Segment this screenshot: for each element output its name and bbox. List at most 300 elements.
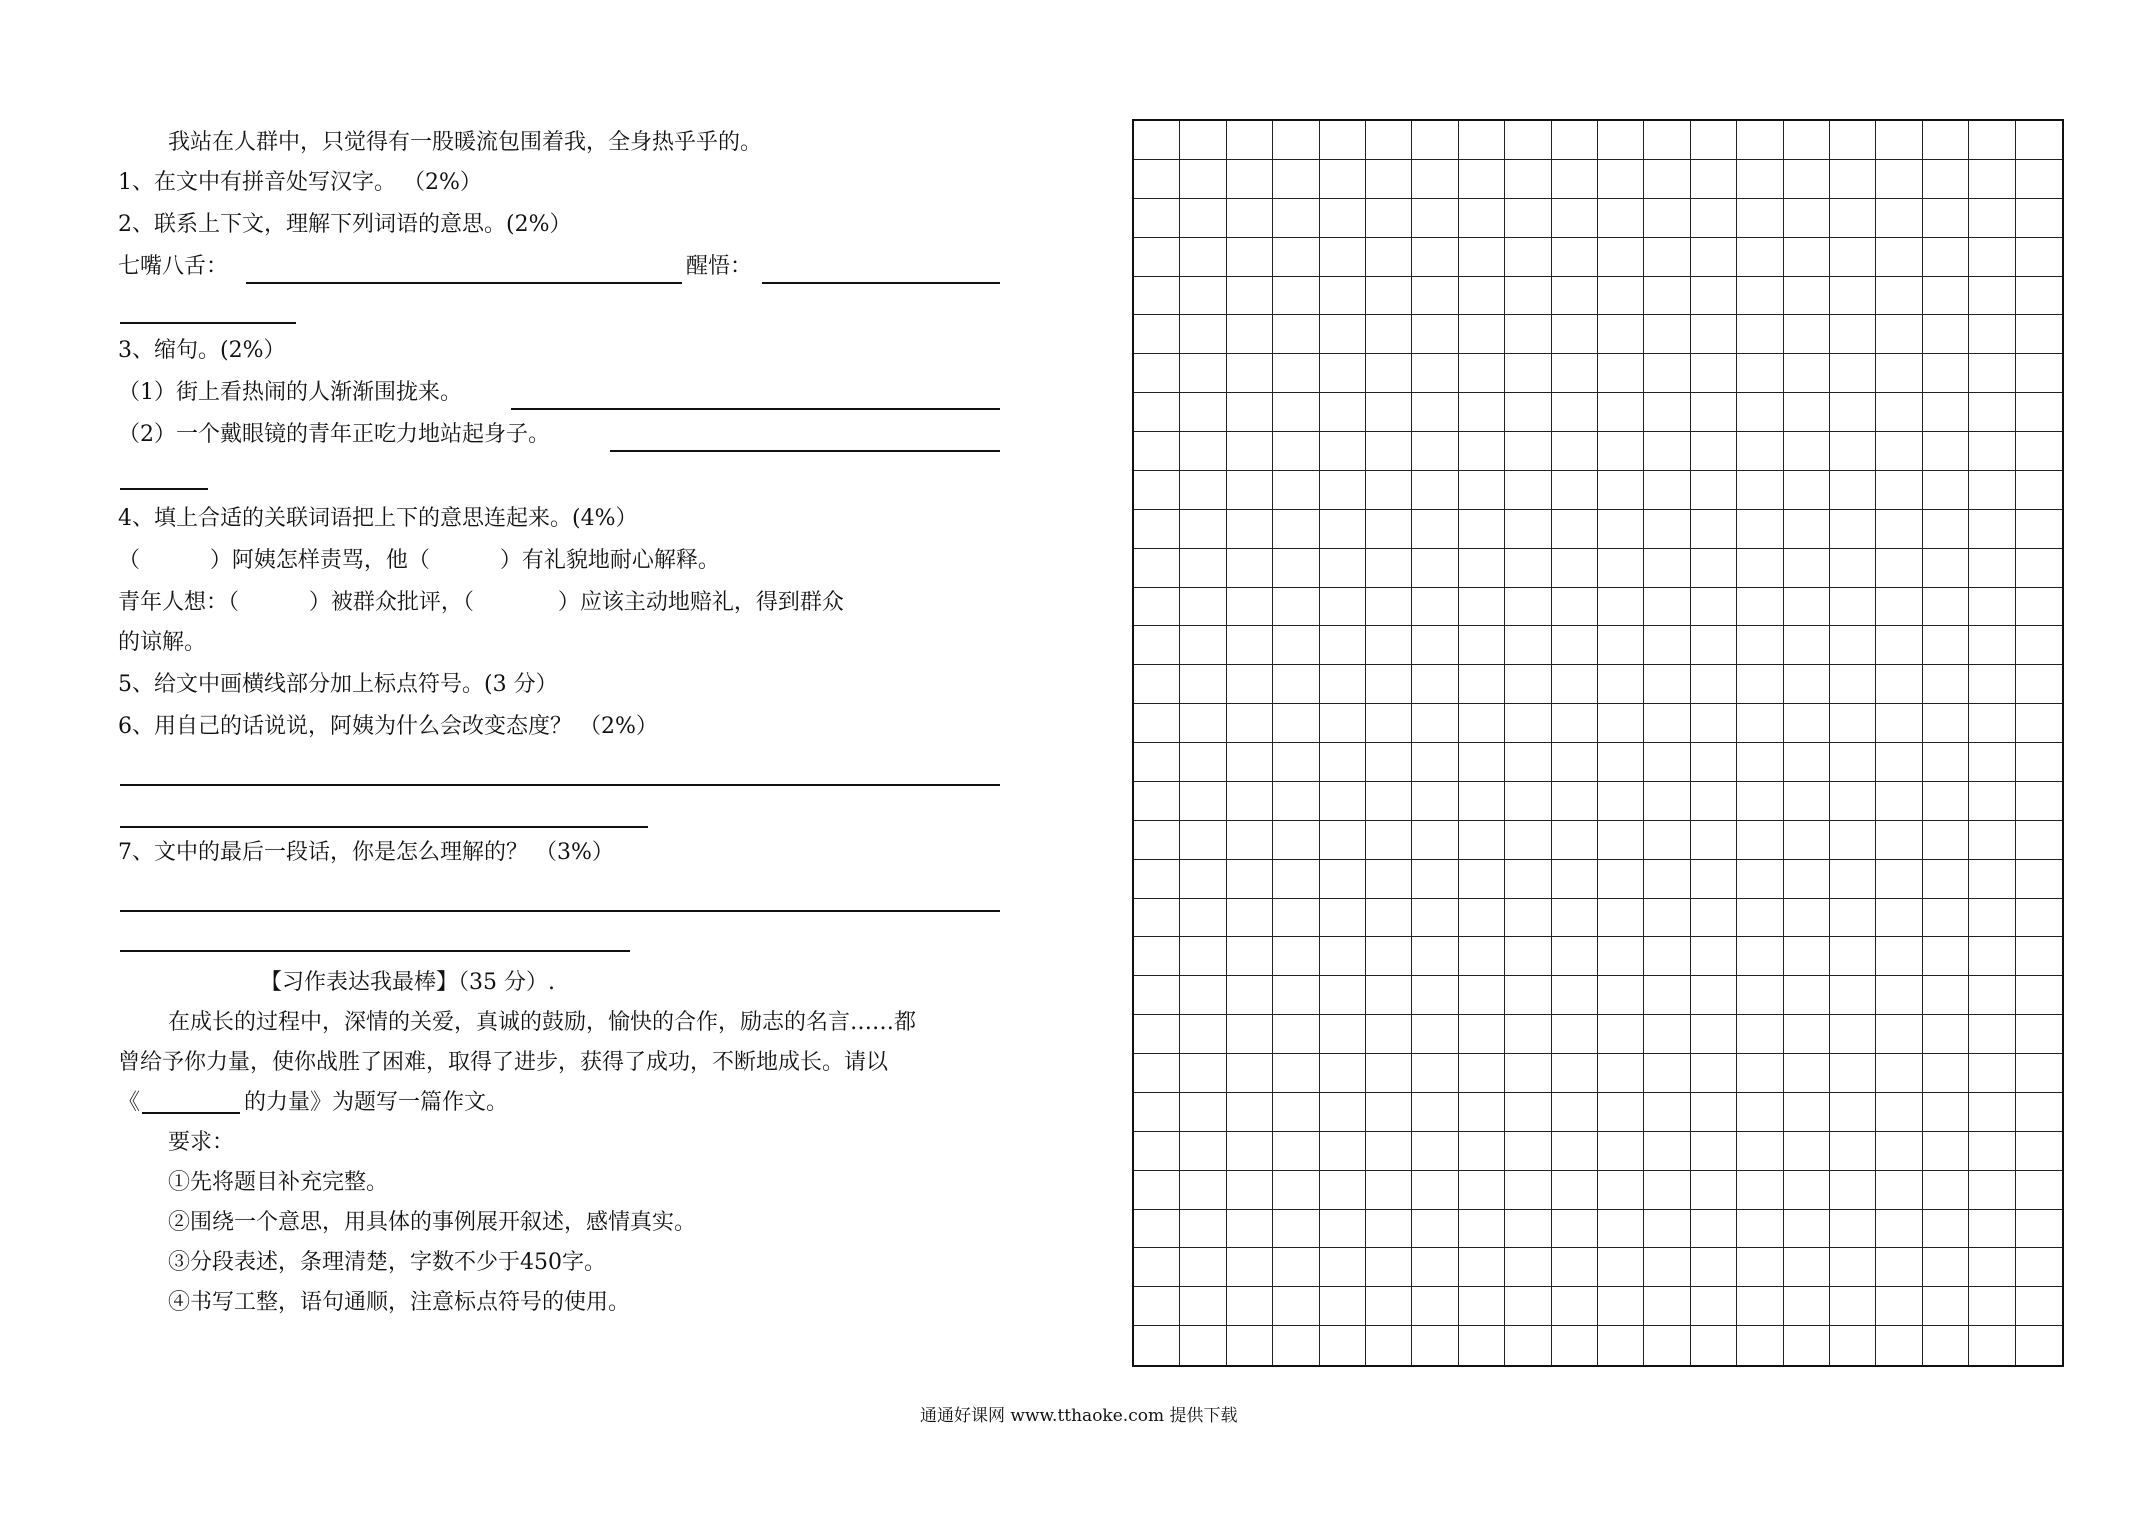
grid-cell[interactable] [1969,937,2015,976]
grid-cell[interactable] [1320,432,1366,471]
grid-cell[interactable] [1412,354,1458,393]
grid-cell[interactable] [1227,1054,1273,1093]
grid-cell[interactable] [2016,549,2062,588]
grid-cell[interactable] [1273,626,1319,665]
q7-answer-blank-1[interactable] [120,910,1000,912]
grid-cell[interactable] [1366,1093,1412,1132]
grid-cell[interactable] [1969,471,2015,510]
grid-cell[interactable] [1737,238,1783,277]
grid-cell[interactable] [2016,393,2062,432]
grid-cell[interactable] [1320,626,1366,665]
grid-cell[interactable] [1644,976,1690,1015]
grid-cell[interactable] [1180,1248,1226,1287]
grid-cell[interactable] [1134,1132,1180,1171]
grid-cell[interactable] [1180,315,1226,354]
grid-cell[interactable] [1505,238,1551,277]
grid-cell[interactable] [1784,860,1830,899]
grid-cell[interactable] [1134,1054,1180,1093]
grid-cell[interactable] [1180,1326,1226,1365]
grid-cell[interactable] [1412,1210,1458,1249]
grid-cell[interactable] [1830,1287,1876,1326]
grid-cell[interactable] [1134,121,1180,160]
grid-cell[interactable] [1598,549,1644,588]
grid-cell[interactable] [1876,471,1922,510]
grid-cell[interactable] [1552,121,1598,160]
grid-cell[interactable] [1969,199,2015,238]
grid-cell[interactable] [1876,315,1922,354]
grid-cell[interactable] [1552,782,1598,821]
grid-cell[interactable] [1691,1054,1737,1093]
grid-cell[interactable] [1644,1326,1690,1365]
grid-cell[interactable] [1366,315,1412,354]
grid-cell[interactable] [1459,1287,1505,1326]
grid-cell[interactable] [1784,1015,1830,1054]
grid-cell[interactable] [1598,899,1644,938]
grid-cell[interactable] [1969,1210,2015,1249]
grid-cell[interactable] [1412,277,1458,316]
grid-cell[interactable] [1273,471,1319,510]
grid-cell[interactable] [1180,432,1226,471]
grid-cell[interactable] [1180,665,1226,704]
grid-cell[interactable] [1691,743,1737,782]
grid-cell[interactable] [2016,432,2062,471]
grid-cell[interactable] [1876,354,1922,393]
grid-cell[interactable] [1830,1015,1876,1054]
grid-cell[interactable] [1830,782,1876,821]
grid-cell[interactable] [1598,1326,1644,1365]
grid-cell[interactable] [1830,665,1876,704]
grid-cell[interactable] [1505,860,1551,899]
grid-cell[interactable] [1505,121,1551,160]
grid-cell[interactable] [1784,121,1830,160]
grid-cell[interactable] [1598,199,1644,238]
grid-cell[interactable] [1505,1132,1551,1171]
grid-cell[interactable] [1505,782,1551,821]
grid-cell[interactable] [2016,626,2062,665]
grid-cell[interactable] [1830,743,1876,782]
grid-cell[interactable] [1969,354,2015,393]
grid-cell[interactable] [1923,1248,1969,1287]
grid-cell[interactable] [1644,1015,1690,1054]
grid-cell[interactable] [1552,315,1598,354]
grid-cell[interactable] [1876,510,1922,549]
grid-cell[interactable] [1969,121,2015,160]
grid-cell[interactable] [1598,277,1644,316]
grid-cell[interactable] [1273,121,1319,160]
grid-cell[interactable] [1134,354,1180,393]
grid-cell[interactable] [1134,937,1180,976]
grid-cell[interactable] [1366,277,1412,316]
grid-cell[interactable] [2016,277,2062,316]
grid-cell[interactable] [1969,1326,2015,1365]
grid-cell[interactable] [1552,1171,1598,1210]
grid-cell[interactable] [1598,1248,1644,1287]
grid-cell[interactable] [1644,588,1690,627]
grid-cell[interactable] [1969,393,2015,432]
grid-cell[interactable] [1180,1054,1226,1093]
grid-cell[interactable] [1644,1132,1690,1171]
grid-cell[interactable] [1644,121,1690,160]
grid-cell[interactable] [1505,315,1551,354]
grid-cell[interactable] [1320,1248,1366,1287]
grid-cell[interactable] [1366,1210,1412,1249]
grid-cell[interactable] [1784,1287,1830,1326]
grid-cell[interactable] [1273,704,1319,743]
grid-cell[interactable] [1366,160,1412,199]
grid-cell[interactable] [1691,393,1737,432]
grid-cell[interactable] [1923,277,1969,316]
grid-cell[interactable] [1552,1015,1598,1054]
grid-cell[interactable] [1644,354,1690,393]
grid-cell[interactable] [1412,1248,1458,1287]
grid-cell[interactable] [1691,549,1737,588]
grid-cell[interactable] [1505,471,1551,510]
grid-cell[interactable] [1552,821,1598,860]
grid-cell[interactable] [1923,510,1969,549]
grid-cell[interactable] [1180,1210,1226,1249]
grid-cell[interactable] [2016,1287,2062,1326]
grid-cell[interactable] [1273,976,1319,1015]
grid-cell[interactable] [1180,549,1226,588]
grid-cell[interactable] [1598,160,1644,199]
grid-cell[interactable] [1876,976,1922,1015]
grid-cell[interactable] [1737,782,1783,821]
grid-cell[interactable] [1784,393,1830,432]
grid-cell[interactable] [1505,1287,1551,1326]
grid-cell[interactable] [1784,626,1830,665]
grid-cell[interactable] [2016,1171,2062,1210]
grid-cell[interactable] [1691,160,1737,199]
grid-cell[interactable] [1598,1171,1644,1210]
grid-cell[interactable] [1366,821,1412,860]
grid-cell[interactable] [1134,432,1180,471]
grid-cell[interactable] [1876,1054,1922,1093]
grid-cell[interactable] [1273,160,1319,199]
grid-cell[interactable] [1830,160,1876,199]
grid-cell[interactable] [1644,471,1690,510]
grid-cell[interactable] [1876,1093,1922,1132]
grid-cell[interactable] [1644,549,1690,588]
grid-cell[interactable] [1644,665,1690,704]
grid-cell[interactable] [1273,588,1319,627]
grid-cell[interactable] [1644,937,1690,976]
grid-cell[interactable] [1273,549,1319,588]
grid-cell[interactable] [1876,238,1922,277]
grid-cell[interactable] [1412,160,1458,199]
grid-cell[interactable] [1227,199,1273,238]
grid-cell[interactable] [1691,1093,1737,1132]
grid-cell[interactable] [1644,1210,1690,1249]
grid-cell[interactable] [1644,1054,1690,1093]
grid-cell[interactable] [1505,1171,1551,1210]
grid-cell[interactable] [1598,821,1644,860]
grid-cell[interactable] [1598,1287,1644,1326]
grid-cell[interactable] [2016,199,2062,238]
grid-cell[interactable] [1180,976,1226,1015]
grid-cell[interactable] [1273,1248,1319,1287]
grid-cell[interactable] [1598,860,1644,899]
grid-cell[interactable] [1320,782,1366,821]
grid-cell[interactable] [1273,1093,1319,1132]
grid-cell[interactable] [1969,160,2015,199]
grid-cell[interactable] [1552,937,1598,976]
grid-cell[interactable] [1134,1287,1180,1326]
grid-cell[interactable] [1691,1015,1737,1054]
grid-cell[interactable] [1320,1171,1366,1210]
grid-cell[interactable] [1320,860,1366,899]
grid-cell[interactable] [1459,743,1505,782]
grid-cell[interactable] [1691,1132,1737,1171]
grid-cell[interactable] [1505,549,1551,588]
grid-cell[interactable] [1134,238,1180,277]
q3-answer-blank-2[interactable] [610,450,1000,452]
grid-cell[interactable] [1923,899,1969,938]
grid-cell[interactable] [1784,354,1830,393]
grid-cell[interactable] [1412,315,1458,354]
grid-cell[interactable] [1134,315,1180,354]
grid-cell[interactable] [1459,510,1505,549]
grid-cell[interactable] [1505,354,1551,393]
grid-cell[interactable] [1180,626,1226,665]
grid-cell[interactable] [1320,1287,1366,1326]
grid-cell[interactable] [1366,704,1412,743]
grid-cell[interactable] [1737,743,1783,782]
grid-cell[interactable] [1784,238,1830,277]
grid-cell[interactable] [1366,626,1412,665]
grid-cell[interactable] [1830,471,1876,510]
grid-cell[interactable] [1784,1093,1830,1132]
grid-cell[interactable] [1320,1054,1366,1093]
grid-cell[interactable] [1227,821,1273,860]
grid-cell[interactable] [1459,238,1505,277]
grid-cell[interactable] [1830,393,1876,432]
grid-cell[interactable] [1923,432,1969,471]
grid-cell[interactable] [1923,393,1969,432]
grid-cell[interactable] [1830,238,1876,277]
grid-cell[interactable] [1784,432,1830,471]
grid-cell[interactable] [1598,393,1644,432]
grid-cell[interactable] [1227,471,1273,510]
grid-cell[interactable] [1737,121,1783,160]
grid-cell[interactable] [1737,471,1783,510]
grid-cell[interactable] [1552,277,1598,316]
grid-cell[interactable] [1876,549,1922,588]
grid-cell[interactable] [1366,937,1412,976]
grid-cell[interactable] [1830,1171,1876,1210]
grid-cell[interactable] [1505,821,1551,860]
grid-cell[interactable] [1552,626,1598,665]
grid-cell[interactable] [1552,860,1598,899]
grid-cell[interactable] [1969,432,2015,471]
grid-cell[interactable] [1459,626,1505,665]
grid-cell[interactable] [1412,976,1458,1015]
grid-cell[interactable] [1969,549,2015,588]
grid-cell[interactable] [1737,315,1783,354]
grid-cell[interactable] [1227,1248,1273,1287]
grid-cell[interactable] [1830,354,1876,393]
grid-cell[interactable] [1320,976,1366,1015]
grid-cell[interactable] [1876,588,1922,627]
grid-cell[interactable] [1691,704,1737,743]
grid-cell[interactable] [1366,510,1412,549]
grid-cell[interactable] [1505,899,1551,938]
grid-cell[interactable] [1505,588,1551,627]
grid-cell[interactable] [1412,1093,1458,1132]
grid-cell[interactable] [1459,665,1505,704]
grid-cell[interactable] [1644,315,1690,354]
grid-cell[interactable] [1737,549,1783,588]
grid-cell[interactable] [1969,665,2015,704]
grid-cell[interactable] [1737,277,1783,316]
grid-cell[interactable] [1320,315,1366,354]
grid-cell[interactable] [1876,1326,1922,1365]
grid-cell[interactable] [1830,1132,1876,1171]
grid-cell[interactable] [1180,899,1226,938]
grid-cell[interactable] [1598,782,1644,821]
grid-cell[interactable] [1784,160,1830,199]
grid-cell[interactable] [1923,315,1969,354]
grid-cell[interactable] [1227,160,1273,199]
grid-cell[interactable] [1505,937,1551,976]
grid-cell[interactable] [1737,160,1783,199]
grid-cell[interactable] [1830,976,1876,1015]
grid-cell[interactable] [1273,1054,1319,1093]
composition-writing-grid[interactable] [1132,119,2064,1367]
grid-cell[interactable] [2016,860,2062,899]
grid-cell[interactable] [1134,1093,1180,1132]
grid-cell[interactable] [1180,821,1226,860]
grid-cell[interactable] [1552,471,1598,510]
grid-cell[interactable] [1923,1054,1969,1093]
grid-cell[interactable] [1923,1326,1969,1365]
grid-cell[interactable] [1923,1093,1969,1132]
grid-cell[interactable] [1180,277,1226,316]
grid-cell[interactable] [1969,704,2015,743]
grid-cell[interactable] [1180,238,1226,277]
grid-cell[interactable] [1320,510,1366,549]
grid-cell[interactable] [1830,704,1876,743]
grid-cell[interactable] [1830,199,1876,238]
grid-cell[interactable] [1784,199,1830,238]
grid-cell[interactable] [1923,743,1969,782]
grid-cell[interactable] [1459,277,1505,316]
grid-cell[interactable] [1691,277,1737,316]
grid-cell[interactable] [1552,160,1598,199]
grid-cell[interactable] [1969,821,2015,860]
grid-cell[interactable] [1691,199,1737,238]
grid-cell[interactable] [1691,1210,1737,1249]
grid-cell[interactable] [1923,199,1969,238]
grid-cell[interactable] [1273,1326,1319,1365]
grid-cell[interactable] [1273,1132,1319,1171]
grid-cell[interactable] [1412,588,1458,627]
grid-cell[interactable] [1969,1171,2015,1210]
grid-cell[interactable] [1598,665,1644,704]
grid-cell[interactable] [1180,510,1226,549]
grid-cell[interactable] [1737,354,1783,393]
grid-cell[interactable] [1644,704,1690,743]
grid-cell[interactable] [1320,899,1366,938]
grid-cell[interactable] [1644,1093,1690,1132]
q7-answer-blank-2[interactable] [120,950,630,952]
grid-cell[interactable] [1644,899,1690,938]
grid-cell[interactable] [1598,121,1644,160]
grid-cell[interactable] [1552,1054,1598,1093]
grid-cell[interactable] [1180,199,1226,238]
grid-cell[interactable] [1644,743,1690,782]
grid-cell[interactable] [1830,588,1876,627]
q3-answer-blank-1[interactable] [511,408,1000,410]
q6-answer-blank-2[interactable] [120,826,648,828]
grid-cell[interactable] [1552,899,1598,938]
grid-cell[interactable] [1644,782,1690,821]
grid-cell[interactable] [1691,238,1737,277]
grid-cell[interactable] [1505,432,1551,471]
grid-cell[interactable] [1969,510,2015,549]
grid-cell[interactable] [1412,860,1458,899]
grid-cell[interactable] [1366,1015,1412,1054]
grid-cell[interactable] [1505,1015,1551,1054]
grid-cell[interactable] [1552,1287,1598,1326]
q2-answer-blank-continued[interactable] [120,322,296,324]
grid-cell[interactable] [1830,937,1876,976]
grid-cell[interactable] [1459,1248,1505,1287]
grid-cell[interactable] [1273,821,1319,860]
grid-cell[interactable] [1691,1248,1737,1287]
grid-cell[interactable] [1134,549,1180,588]
grid-cell[interactable] [1320,937,1366,976]
grid-cell[interactable] [1552,354,1598,393]
grid-cell[interactable] [2016,743,2062,782]
grid-cell[interactable] [1227,393,1273,432]
grid-cell[interactable] [1459,1132,1505,1171]
grid-cell[interactable] [1459,937,1505,976]
q6-answer-blank-1[interactable] [120,784,1000,786]
grid-cell[interactable] [1459,160,1505,199]
grid-cell[interactable] [1459,471,1505,510]
grid-cell[interactable] [1505,1248,1551,1287]
grid-cell[interactable] [1876,121,1922,160]
grid-cell[interactable] [1227,626,1273,665]
grid-cell[interactable] [1644,510,1690,549]
grid-cell[interactable] [1598,743,1644,782]
grid-cell[interactable] [1784,1248,1830,1287]
grid-cell[interactable] [1412,626,1458,665]
grid-cell[interactable] [1876,1171,1922,1210]
grid-cell[interactable] [1505,976,1551,1015]
grid-cell[interactable] [1505,199,1551,238]
grid-cell[interactable] [1412,471,1458,510]
grid-cell[interactable] [2016,354,2062,393]
grid-cell[interactable] [2016,160,2062,199]
grid-cell[interactable] [1134,199,1180,238]
grid-cell[interactable] [2016,121,2062,160]
grid-cell[interactable] [1320,821,1366,860]
grid-cell[interactable] [1412,1171,1458,1210]
grid-cell[interactable] [1969,1093,2015,1132]
grid-cell[interactable] [1227,549,1273,588]
grid-cell[interactable] [1598,976,1644,1015]
grid-cell[interactable] [1273,743,1319,782]
grid-cell[interactable] [2016,315,2062,354]
grid-cell[interactable] [1598,471,1644,510]
grid-cell[interactable] [1320,1132,1366,1171]
grid-cell[interactable] [1227,1171,1273,1210]
grid-cell[interactable] [1459,199,1505,238]
grid-cell[interactable] [1830,1054,1876,1093]
grid-cell[interactable] [1320,471,1366,510]
grid-cell[interactable] [1412,1132,1458,1171]
